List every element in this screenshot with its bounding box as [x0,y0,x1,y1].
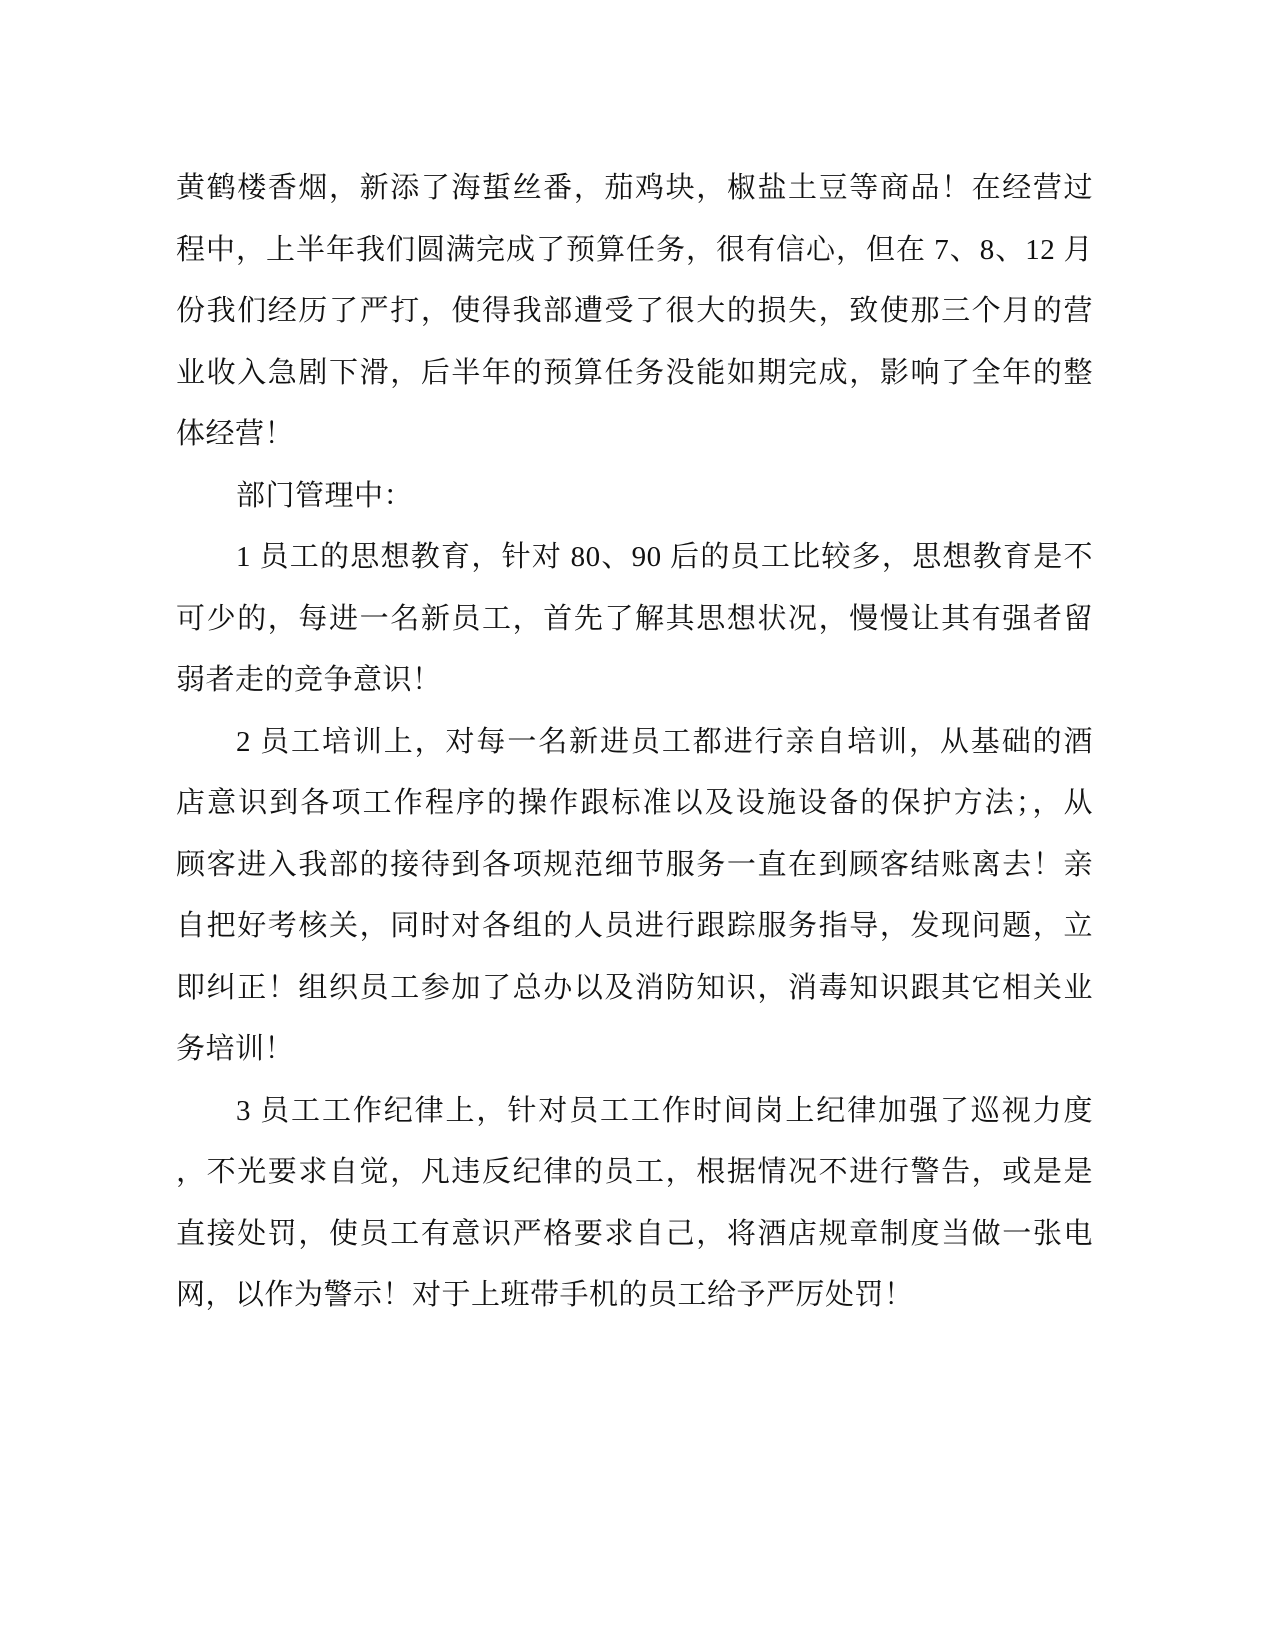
text-line: 网，以作为警示！对于上班带手机的员工给予严厉处罚！ [176,1279,914,1311]
text-line: 3 员工工作纪律上，针对员工工作时间岗上纪律加强了巡视力度 [236,1094,1093,1127]
text-line: 弱者走的竞争意识！ [176,664,442,696]
text-line: 即纠正！组织员工参加了总办以及消防知识，消毒知识跟其它相关业 [176,971,1093,1004]
text-line: 直接处罚，使员工有意识严格要求自己，将酒店规章制度当做一张电 [176,1217,1093,1250]
text-line: 1 员工的思想教育，针对 80、90 后的员工比较多，思想教育是不 [236,541,1093,573]
text-line: 黄鹤楼香烟，新添了海蜇丝番，茄鸡块，椒盐土豆等商品！在经营过 [176,172,1093,204]
text-line: 程中，上半年我们圆满完成了预算任务，很有信心，但在 7、8、12 月 [176,233,1093,266]
text-line: 自把好考核关，同时对各组的人员进行跟踪服务指导，发现问题，立 [176,910,1093,942]
text-line: 体经营！ [176,418,295,450]
text-line: 店意识到各项工作程序的操作跟标准以及设施设备的保护方法；，从 [176,787,1093,819]
text-line: 部门管理中： [236,479,414,512]
text-line: 业收入急剧下滑，后半年的预算任务没能如期完成，影响了全年的整 [176,356,1093,389]
text-line: 份我们经历了严打，使得我部遭受了很大的损失，致使那三个月的营 [176,295,1093,327]
text-line: 顾客进入我部的接待到各项规范细节服务一直在到顾客结账离去！亲 [176,848,1093,881]
text-line: 2 员工培训上，对每一名新进员工都进行亲自培训，从基础的酒 [236,725,1093,758]
text-line: ，不光要求自觉，凡违反纪律的员工，根据情况不进行警告，或是是 [176,1156,1093,1188]
text-line: 务培训！ [176,1033,295,1065]
document-body [176,158,1093,1327]
text-line: 可少的，每进一名新员工，首先了解其思想状况，慢慢让其有强者留 [176,602,1093,635]
